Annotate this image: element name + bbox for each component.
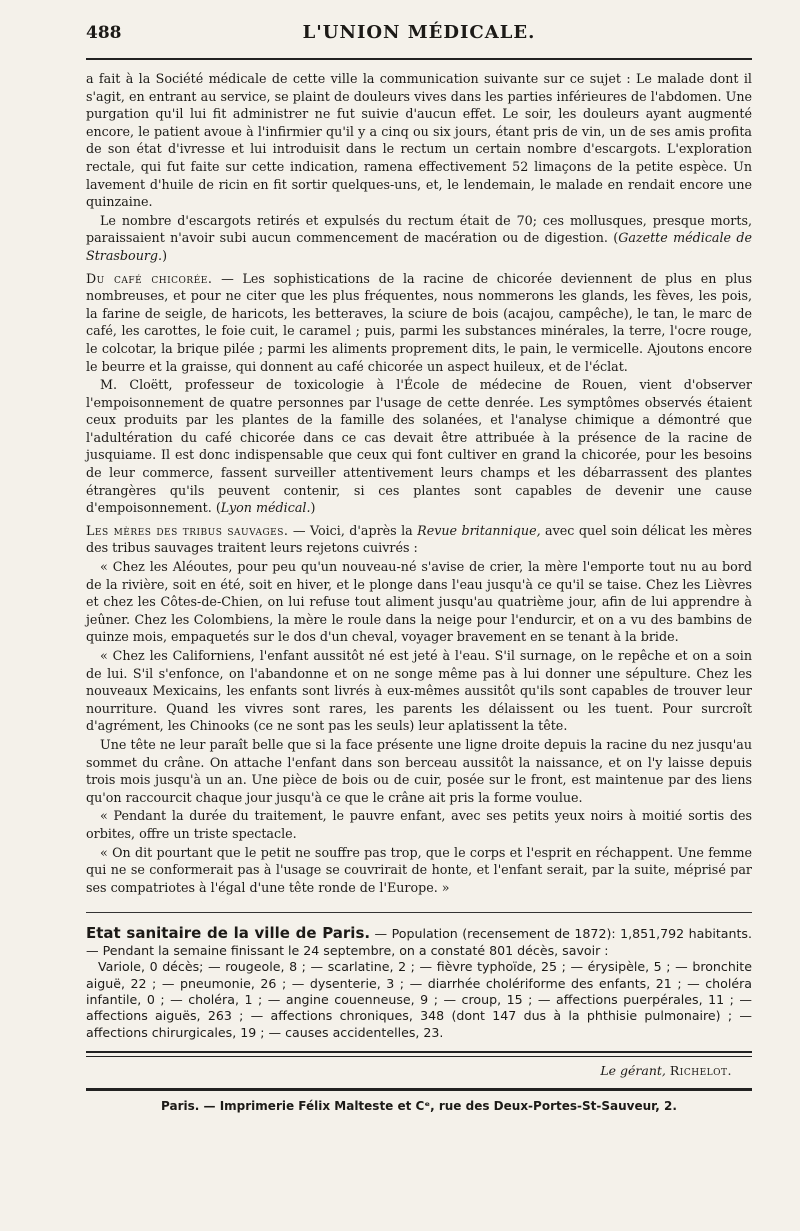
footer-rule (86, 1051, 752, 1053)
paragraph-text: avec quel soin délicat les mères des tribus sauvages traitent leurs rejetons cuivrés : (86, 522, 752, 556)
quote-californiens: « Chez les Californiens, l'enfant aussitôt né est jeté à l'eau. S'il surnage, on le repêche et on a soin de lui. S'il s'enfonce, on l'abandonne et on ne songe même pas à lui donner une sépulture. Chez les nouveaux Mexicains, les enfants sont livrés à eux-mêmes aussitôt qu'ils sont capables de trouver leur nourriture. Quand les vivres sont rares, les parents les délaissent ou les tuent. Pour surcroît d'agrément, les Chinooks (ce ne sont pas les seuls) leur aplatissent la tête. (86, 648, 752, 734)
paragraph-text: Le nombre d'escargots retirés et expulsés du rectum était de 70; ces mollusques, presque morts, paraissaient n'avoir subi aucun commencement de macération ou de digestion. ( (86, 212, 752, 246)
paragraph-text: M. Cloëtt, professeur de toxicologie à l'École de médecine de Rouen, vient d'observer l'empoisonnement de quatre personnes par l'usage de cette denrée. Les symptômes observés étaient ceux produits par les plantes de la famille des solanées, et l'analyse chimique a démontré que l'adultération du café chicorée dans ce cas devait être attribuée à la présence de la racine de jusquiame. Il est donc indispensable que ceux qui font cultiver en grand la chicorée, pour les besoins de leur commerce, fassent surveiller attentivement leurs champs et les débarrassent des plantes étrangères qu'ils peuvent contenir, si ces plantes sont capables de devenir une cause d'empoisonnement. ( (86, 377, 752, 516)
section-divider (86, 912, 752, 913)
signature-label: Le gérant, (600, 1063, 666, 1079)
section-title-meres: Les mères des tribus sauvages. (86, 522, 289, 538)
paren-close: ) (162, 247, 168, 263)
paragraph-escargots-case: a fait à la Société médicale de cette ville la communication suivante sur ce sujet : Le malade dont il s'agit, en entrant au service, se plaint de douleurs vives dans les parties inférieures de l'abdomen. Une purgation qu'il lui fit administrer ne fut suivie d'aucun effet. Le soir, les douleurs ayant augmenté encore, le patient avoue à l'infirmier qu'il y a cinq ou six jours, étant pris de vin, un de ses amis profita de son état d'ivresse et lui introduisit dans le rectum un certain nombre d'escargots. L'exploration rectale, qui fut faite sur cette indication, ramena effectivement 52 limaçons de la petite espèce. Un lavement d'huile de ricin en fit sortir quelques-uns, et, le lendemain, le malade en rendait encore une quinzaine. (86, 71, 752, 210)
paragraph-text: — Voici, d'après la (288, 522, 418, 538)
source-citation: Lyon médical. (220, 500, 311, 516)
quote-aleoutes: « Chez les Aléoutes, pour peu qu'un nouveau-né s'avise de crier, la mère l'emporte tout nu au bord de la rivière, soit en été, soit en hiver, et le plonge dans l'eau jusqu'à ce qu'il se taise. Chez les Lièvres et chez les Côtes-de-Chien, on lui refuse tout aliment jusqu'au quatrième jour, afin de lui apprendre à jeûner. Chez les Colombiens, la mère le roule dans la neige pour l'endurcir, et on a vu des bambins de quinze mois, empaquetés sur le dos d'un cheval, voyager bravement en se tenant à la bride. (86, 559, 752, 645)
sanitaire-title: Etat sanitaire de la ville de Paris. (86, 924, 371, 943)
quote-tete: Une tête ne leur paraît belle que si la face présente une ligne droite depuis la racine du nez jusqu'au sommet du crâne. On attache l'enfant dans son berceau aussitôt la naissance, et on l'y laisse depuis trois mois jusqu'à un an. Une pièce de bois ou de cuir, posée sur le front, est maintenue par des liens qu'on raccourcit chaque jour jusqu'à ce que le crâne ait pris la forme voulue. (86, 736, 752, 805)
sanitaire-intro (86, 925, 752, 959)
imprint: Paris. — Imprimerie Félix Malteste et Cᵉ, rue des Deux-Portes-St-Sauveur, 2. (161, 1099, 677, 1114)
paragraph-cloet (86, 376, 752, 517)
paragraph-text: — Les sophistications de la racine de chicorée deviennent de plus en plus nombreuses, et pour ne citer que les plus fréquentes, nous nommerons les glands, les fèves, les pois, la farine de seigle, de haricots, les betteraves, la sciure de bois (acajou, campêche), le tan, le marc de café, les carottes, le foie cuit, le caramel ; puis, parmi les substances minérales, la terre, l'ocre rouge, le colcotar, la brique pilée ; parmi les aliments proprement dits, le pain, le vermicelle. Ajoutons encore le beurre et la graisse, qui donnent au café chicorée un aspect huileux, et de l'éclat. (86, 270, 752, 374)
quote-conclusion: « On dit pourtant que le petit ne souffre pas trop, que le corps et l'esprit en réchappent. Une femme qui ne se conformerait pas à l'usage se couvrirait de honte, et l'enfant serait, par la suite, méprisé par ses compatriotes à l'égal d'une tête ronde de l'Europe. » (86, 844, 752, 895)
header-rule (86, 58, 752, 60)
signature (86, 1063, 732, 1078)
sanitaire-intro-text: — Population (recensement de 1872): 1,851,792 habitants. — Pendant la semaine finissant le 24 septembre, on a constaté 801 décès, savoir : (86, 926, 752, 958)
signature-name: Richelot. (669, 1063, 732, 1079)
source-citation: Revue britannique, (417, 522, 541, 538)
article-body (86, 70, 752, 896)
quote-traitement: « Pendant la durée du traitement, le pauvre enfant, avec ses petits yeux noirs à moitié sortis des orbites, offre un triste spectacle. (86, 808, 752, 841)
footer-rule-thin (86, 1056, 752, 1057)
paragraph-cafe-chicoree (86, 270, 752, 376)
sanitaire-list: Variole, 0 décès; — rougeole, 8 ; — scarlatine, 2 ; — fièvre typhoïde, 25 ; — érysipèle, 5 ; — bronchite aiguë, 22 ; — pneumonie, 26 ; — dysenterie, 3 ; — diarrhée cholériforme des enfants, 21 ; — choléra infantile, 0 ; — choléra, 1 ; — angine couenneuse, 9 ; — croup, 15 ; — affections puerpérales, 11 ; — affections aiguës, 263 ; — affections chroniques, 348 (dont 147 dus à la phthisie pulmonaire) ; — affections chirurgicales, 19 ; — causes accidentelles, 23. (86, 959, 752, 1040)
running-title: L'UNION MÉDICALE. (302, 22, 536, 43)
etat-sanitaire (86, 925, 752, 1041)
paragraph-escargots-conclusion (86, 212, 752, 265)
imprint-rule (86, 1088, 752, 1091)
page-header (86, 22, 752, 52)
section-title-cafe: Du café chicorée. (86, 270, 213, 286)
paragraph-meres-intro (86, 522, 752, 557)
paren-close: ) (310, 500, 316, 516)
page-number: 488 (86, 23, 122, 43)
source-citation: Gazette médicale de Strasbourg. (86, 230, 752, 263)
